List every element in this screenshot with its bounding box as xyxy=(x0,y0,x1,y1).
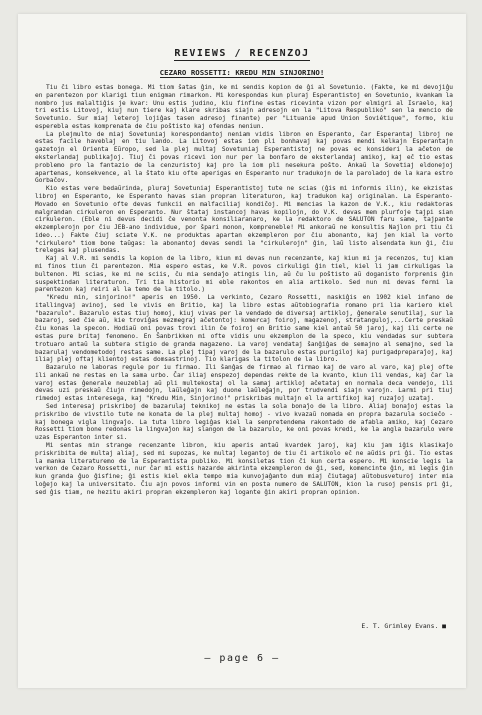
paragraph: Sed interesaj priskriboj de bazarulaj teknikoj ne estas la sola bonaĵo de la libro. Aliaj bonaĵoj estas la priskribo de vivstilo tute ne konata de la plej multaj homoj - vivo kvazaŭ nomada en propra bazarula socieĉo - kaj bonega vigla lingvaĵo. La tuta libro legiĝas kiel la senpretendema rakontado de afabla amiko, kaj Cezaro Rossetti tiom bone redonas la lingvaĵon kaj slangon de la bazarulo, ke oni povas kredi, ke la angla bazarulo vere uzas Esperanton inter si. xyxy=(35,403,453,442)
paragraph: Kio estas vere bedaŭrinda, pluraj Sovetuniaj Esperantistoj tute ne scias (ĝis mi informis ilin), ke ekzistas libroj en Esperanto, ke Esperanto havas sian propran literaturon, kaj tradukon kaj originalan. La Esperanto-Movado en Sovetunio ofte devas funkcii en malfaciliaj kondiĉoj. Mi mencias la kazon de V.K., kiu redaktoras malgrandan cirkuleron en Esperanto. Nur ŝtataj instancoj havas kopilojn, do V.K. devas mem plurfoje tajpi sian cirkuleron. (Eble ni devus decidi ĉe venonta konsiliaranaro, ke la redaktoro de SALUTON faru same, tajpante ekzemplerojn por ĉiu JEB-ano individue, por ŝpari monon, kompreneble! Mi ankoraŭ ne konsultis Najlon pri tiu ĉi ideo...) Fakte ĉiuj sciate V.K. ne produktas apartan ekzempleron por ĉiu abonanto, kaj jen kial la vorto "cirkulero" tiom bone taŭgas: la abonantoj devas sendi la "cirkulerojn" ĝin, laŭ listo alsendata kun ĝi, ĉiu trelegas kaj plusendas. xyxy=(35,185,453,255)
page-header xyxy=(18,48,466,59)
section-title: REVIEWS / RECENZOJ xyxy=(174,48,310,59)
paragraph: Kaj al V.R. mi sendis la kopion de la libro, kiun mi devas nun recenzante, kaj kiun mi ja recenzos, tuj kiam mi finos tiun ĉi parentezon. Mia espero estas, ke V.R. povos cirkuligi ĝin tiel, kiel li jam cirkuligas la bultenon. Mi scias, ke mi ne sciis, ĉu mia sendaĵo atingis lin, aŭ ĉu lu poŝtisto aŭ doganisto forprenis ĝin suspektindan literaturon. Tri tia historio mi eble rakontos en alia artikolo. Sed nun mi devas fermi la parentezon kaj reiri al la temo de la titolo.) xyxy=(35,255,453,294)
review-body xyxy=(35,84,453,496)
page-number: — page 6 — xyxy=(204,653,280,664)
review-title: CEZARO ROSSETTI: KREDU MIN SINJORINO! xyxy=(159,68,325,77)
review-heading xyxy=(18,68,466,77)
paragraph: Tiu ĉi libro estas bonega. Mi tiom ŝatas ĝin, ke mi sendis kopion de ĝi al Sovetunio. (Fakte, ke mi devojiĝu en parentezon por klarigi tiun enigman rimarkon. Mi korespondas kun pluraj Esperantistoj en Sovetunio, kvankam la nombro jus malaltiĝis je kvar: Unu estis judino, kiu finfine estas ricevinta vizon por elmigri al Israelo, kaj tri estis Litovoj, kiuj nun tiere kaj klare skribas siajn adresojn en la "Litova Respubliko" sen la mencio de Sovetunio. Sur miaj leteroj lojiĝas tasen adresoj finante) per "Lituanie apud Union Soviétique", formo, kiu esperebla estas komprenata de ĉiu poŝtisto kaj ofendas neniun. xyxy=(35,84,453,130)
document-page xyxy=(18,14,466,688)
paragraph: "Kredu min, sinjorino!" aperis en 1950. La verkinto, Cezaro Rossetti, naskiĝis en 1902 kiel infano de itallingvaj avinoj, sed le vivis en Britio, kaj la libro estas aŭtobiografia romano pri lia kariero kiel "bazarulo". Bazarulo estas tiuj homoj, kiuj vivas per la vendado de diversaj artikloj, ĝenerale senutilaj, sur la bazaroj, sed ĉie aŭ, kie troviĝas mezmegraj aĉetontoj: komercaj foiroj, magazenoj, stratanguloj,...Certe preskaŭ ĉiu konas la specon. Hodiaŭ oni povas trovi ilin ĉe foiroj en Britio same kiel antaŭ 50 jaroj, kaj ili certe ne estas pure britaj fenomeno. En Ŝanbrikken mi ofte vidis unu ekzemplon de la speco, kiu vendadas sur subtera trotuaro antaŭ la subtera stigio de granda magazeno. La varoj vendataj ŝanĝiĝas de semajno al semajno, sed la bazarulaj vendometodoj restas same. La plej tipaj varoj de la bazarulo estas purigiloj kaj purigadpreparaĵoj, kaj iliaj plej oftaj klientoj estas domsastrinoj. Tio klarigas la titolon de la libro. xyxy=(35,294,453,364)
paragraph: Bazarulo ne laboras regule por iu firmao. Ili ŝanĝas de firmao al firmao kaj de varo al varo, kaj plej ofte ili ankaŭ ne restas en la sama urbo. Ĉar iliaj enspezoj dependas rekte de la kvanto, kiun ili vendas, kaj ĉar la varoj estas ĝenerale neuzeblaj aŭ pli multekostaj ol la samaj artikloj aĉetataj en normala deca vendejo, ili devas uzi preskaŭ ĉiujn rimedojn, laŭleĝajn kaj duone laŭleĝajn, por trudvendi siajn varojn. Larmi pri tiuj rimedoj estas interesega, kaj "Kredu Min, Sinjorino!" priskribas multajn el la artifikoj kaj ruzaĵoj uzataj. xyxy=(35,364,453,403)
paragraph: Mi sentas min strange recenzante libron, kiu aperis antaŭ kvardek jaroj, kaj kiu jam iĝis klasikaĵo priskribita de multaj aliaj, sed mi supozas, ke multaj legantoj de tiu ĉi artikolo eĉ ne aŭdis pri ĝi. Tio estas la manka literaturemo de la Esperantista publiko. Mi konsiletas tion ĉi kun certa espero. Mi konscie legis la verkon de Cezaro Rossetti, nur ĉar mi estis hazarde akirinta ekzempleron de ĝi, sed, komencinte ĝin, mi legis ĝin kun granda ĝuo ĝisfine; ĝi estis kiel ekla tempo mia kunvojaĝanto dum miaj ĉiutagaj aŭtobusveturoj inter mia loĝejo kaj la universitato. Ĉiu ajn povos informi vin en posta numero de SALUTON, kion la rusoj pensis pri ĝi, sed ĝis tiam, ne hezitu akiri propran ekzempleron kaj logante ĝin akiri propran opinion. xyxy=(35,441,453,496)
author-signature: E. T. Grimley Evans. ■ xyxy=(361,622,446,630)
paragraph: La plejmulto de miaj Sovetuniaj korespondantoj neniam vidis libron en Esperanto, ĉar Esperantaj libroj ne estas facile haveblaj en tiu lando. La Litovoj estas iom pli bonhavaj kaj povas mendi kelkajn Esperantajn gazetojn el Orienta Eŭropo, sed la plej multaj Sovetuniaj Esperantistoj ne povas ec konsideri la aĉeton de eksterlandaj publikaĵoj. Tiuj ĉi povas ricevi ion nur per la bonfaro de eksterlandaj amikoj, kaj eĉ tio estas problemo pro la fantazio de la cenzuristoj kaj pro la iom pli nesekura poŝto. Ankaŭ la Sovetiaj eldonejoj apartenas, konsekvence, al la ŝtato kiu ofte aperigas en Esperanto nur tradukojn de la paroladoj de la kara estro Gorbaĉov. xyxy=(35,130,453,185)
